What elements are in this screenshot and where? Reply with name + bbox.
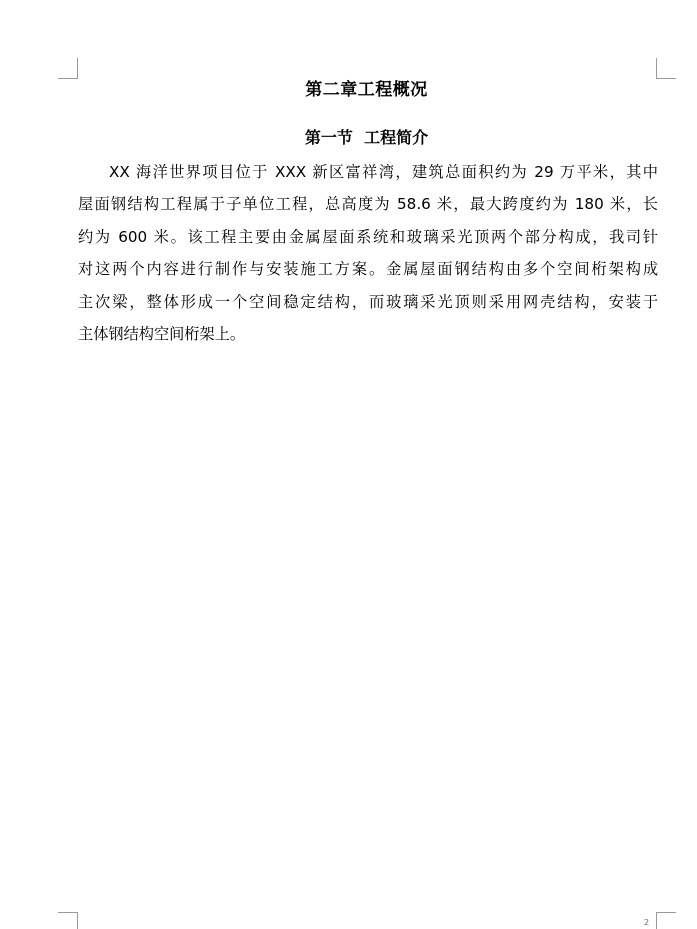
crop-mark-bottom-right bbox=[656, 912, 676, 929]
paragraph-line: 屋面钢结构工程属于子单位工程，总高度为 58.6 米，最大跨度约为 180 米，长 bbox=[78, 195, 658, 214]
paragraph-line: 主次梁，整体形成一个空间稳定结构，而玻璃采光顶则采用网壳结构，安装于 bbox=[78, 292, 658, 311]
paragraph-line: XX 海洋世界项目位于 XXX 新区富祥湾，建筑总面积约为 29 万平米，其中 bbox=[109, 163, 658, 181]
body-paragraph bbox=[78, 156, 658, 350]
crop-mark-top-right bbox=[656, 58, 676, 79]
paragraph-line: 主体钢结构空间桁架上。 bbox=[78, 325, 246, 344]
page-number: 2 bbox=[644, 918, 650, 927]
paragraph-line: 约为 600 米。该工程主要由金属屋面系统和玻璃采光顶两个部分构成，我司针 bbox=[78, 227, 658, 246]
section-title: 第一节 工程简介 bbox=[304, 128, 429, 147]
crop-mark-top-left bbox=[58, 58, 78, 79]
chapter-title: 第二章工程概况 bbox=[305, 80, 428, 100]
crop-mark-bottom-left bbox=[58, 912, 78, 929]
paragraph-line: 对这两个内容进行制作与安装施工方案。金属屋面钢结构由多个空间桁架构成 bbox=[78, 260, 658, 279]
